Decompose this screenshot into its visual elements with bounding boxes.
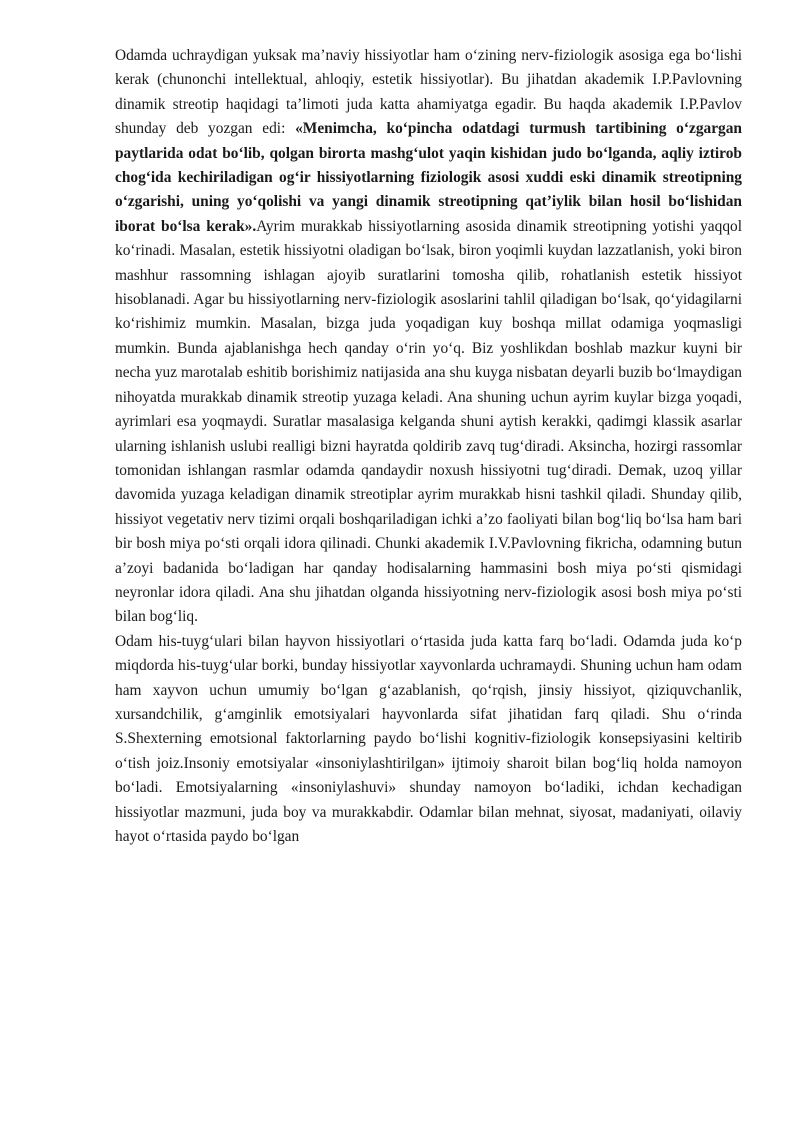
- paragraph-1: [115, 44, 742, 630]
- paragraph-1-rest: Ayrim murakkab hissiyotlarning asosida dinamik streotipning yotishi yaqqol ko‘rinadi. Masalan, estetik hissiyotni oladigan bo‘lsak, biron yoqimli kuydan lazzatlanish, yoki biron mashhur rassomning ishlagan ajoyib suratlarini tomosha qilib, rohatlanish estetik hissiyot hisoblanadi. Agar bu hissiyotlarning nerv-fiziologik asoslarini tahlil qiladigan bo‘lsak, qo‘yidagilarni ko‘rishimiz mumkin. Masalan, bizga juda yoqadigan kuy boshqa millat odamiga yoqmasligi mumkin. Bunda ajablanishga hech qanday o‘rin yo‘q. Biz yoshlikdan boshlab mazkur kuyni bir necha yuz marotalab eshitib borishimiz natijasida ana shu kuyga nisbatan deyarli buzib bo‘lmaydigan nihoyatda murakkab dinamik streotip yuzaga keladi. Ana shuning uchun ayrim kuylar bizga yoqadi, ayrimlari esa yoqmaydi. Suratlar masalasiga kelganda shuni aytish kerakki, qadimgi klassik asarlar ularning ishlanish uslubi realligi bizni hayratda qoldirib zavq tug‘diradi. Aksincha, hozirgi rassomlar tomonidan ishlangan rasmlar odamda qandaydir noxush hissiyotni tug‘diradi. Demak, uzoq yillar davomida yuzaga keladigan dinamik streotiplar ayrim murakkab hisni tashkil qiladi. Shunday qilib, hissiyot vegetativ nerv tizimi orqali boshqariladigan ichki a’zo faoliyati bilan bog‘liq bo‘lsa ham bari bir bosh miya po‘sti orqali idora qilinadi. Chunki akademik I.V.Pavlovning fikricha, odamning butun a’zoyi badanida bo‘ladigan har qanday hodisalarning hammasini bosh miya po‘sti qismidagi neyronlar idora qiladi. Ana shu jihatdan olganda hissiyotning nerv-fiziologik asosi bosh miya po‘sti bilan bog‘liq.: [115, 217, 742, 626]
- document-page: [115, 44, 742, 849]
- paragraph-1-intro: Odamda uchraydigan yuksak ma’naviy hissiyotlar ham o‘zining nerv-fiziologik asosiga ega bo‘lishi kerak (chunonchi intellektual, ahloqiy, estetik hissiyotlar). Bu jihatdan akademik I.P.Pavlovning dinamik streotip haqidagi ta’limoti juda katta ahamiyatga egadir. Bu haqda akademik I.P.Pavlov shunday deb yozgan edi:: [115, 47, 742, 138]
- paragraph-2: Odam his-tuyg‘ulari bilan hayvon hissiyotlari o‘rtasida juda katta farq bo‘ladi. Odamda juda ko‘p miqdorda his-tuyg‘ular borki, bunday hissiyotlar xayvonlarda uchramaydi. Shuning uchun ham odam ham xayvon uchun umumiy bo‘lgan g‘azablanish, qo‘rqish, jinsiy hissiyot, qiziquvchanlik, xursandchilik, g‘amginlik emotsiyalari hayvonlarda sifat jihatidan farq qiladi. Shu o‘rinda S.Shexterning emotsional faktorlarning paydo bo‘lishi kognitiv-fiziologik konsepsiyasini keltirib o‘tish joiz.Insoniy emotsiyalar «insoniylashtirilgan» ijtimoiy sharoit bilan bog‘liq holda namoyon bo‘ladi. Emotsiyalarning «insoniylashuvi» shunday namoyon bo‘ladiki, ichdan kechadigan hissiyotlar mazmuni, juda boy va murakkabdir. Odamlar bilan mehnat, siyosat, madaniyati, oilaviy hayot o‘rtasida paydo bo‘lgan: [115, 632, 742, 845]
- pavlov-quote: «Menimcha, ko‘pincha odatdagi turmush tartibining o‘zgargan paytlarida odat bo‘lib, qolgan birorta mashg‘ulot yaqin kishidan judo bo‘lganda, aqliy iztirob chog‘ida kechiriladigan og‘ir hissiyotlarning fiziologik asosi xuddi eski dinamik streotipning o‘zgarishi, uning yo‘qolishi va yangi dinamik streotipning qat’iylik bilan hosil bo‘lishidan iborat bo‘lsa kerak».: [115, 120, 742, 235]
